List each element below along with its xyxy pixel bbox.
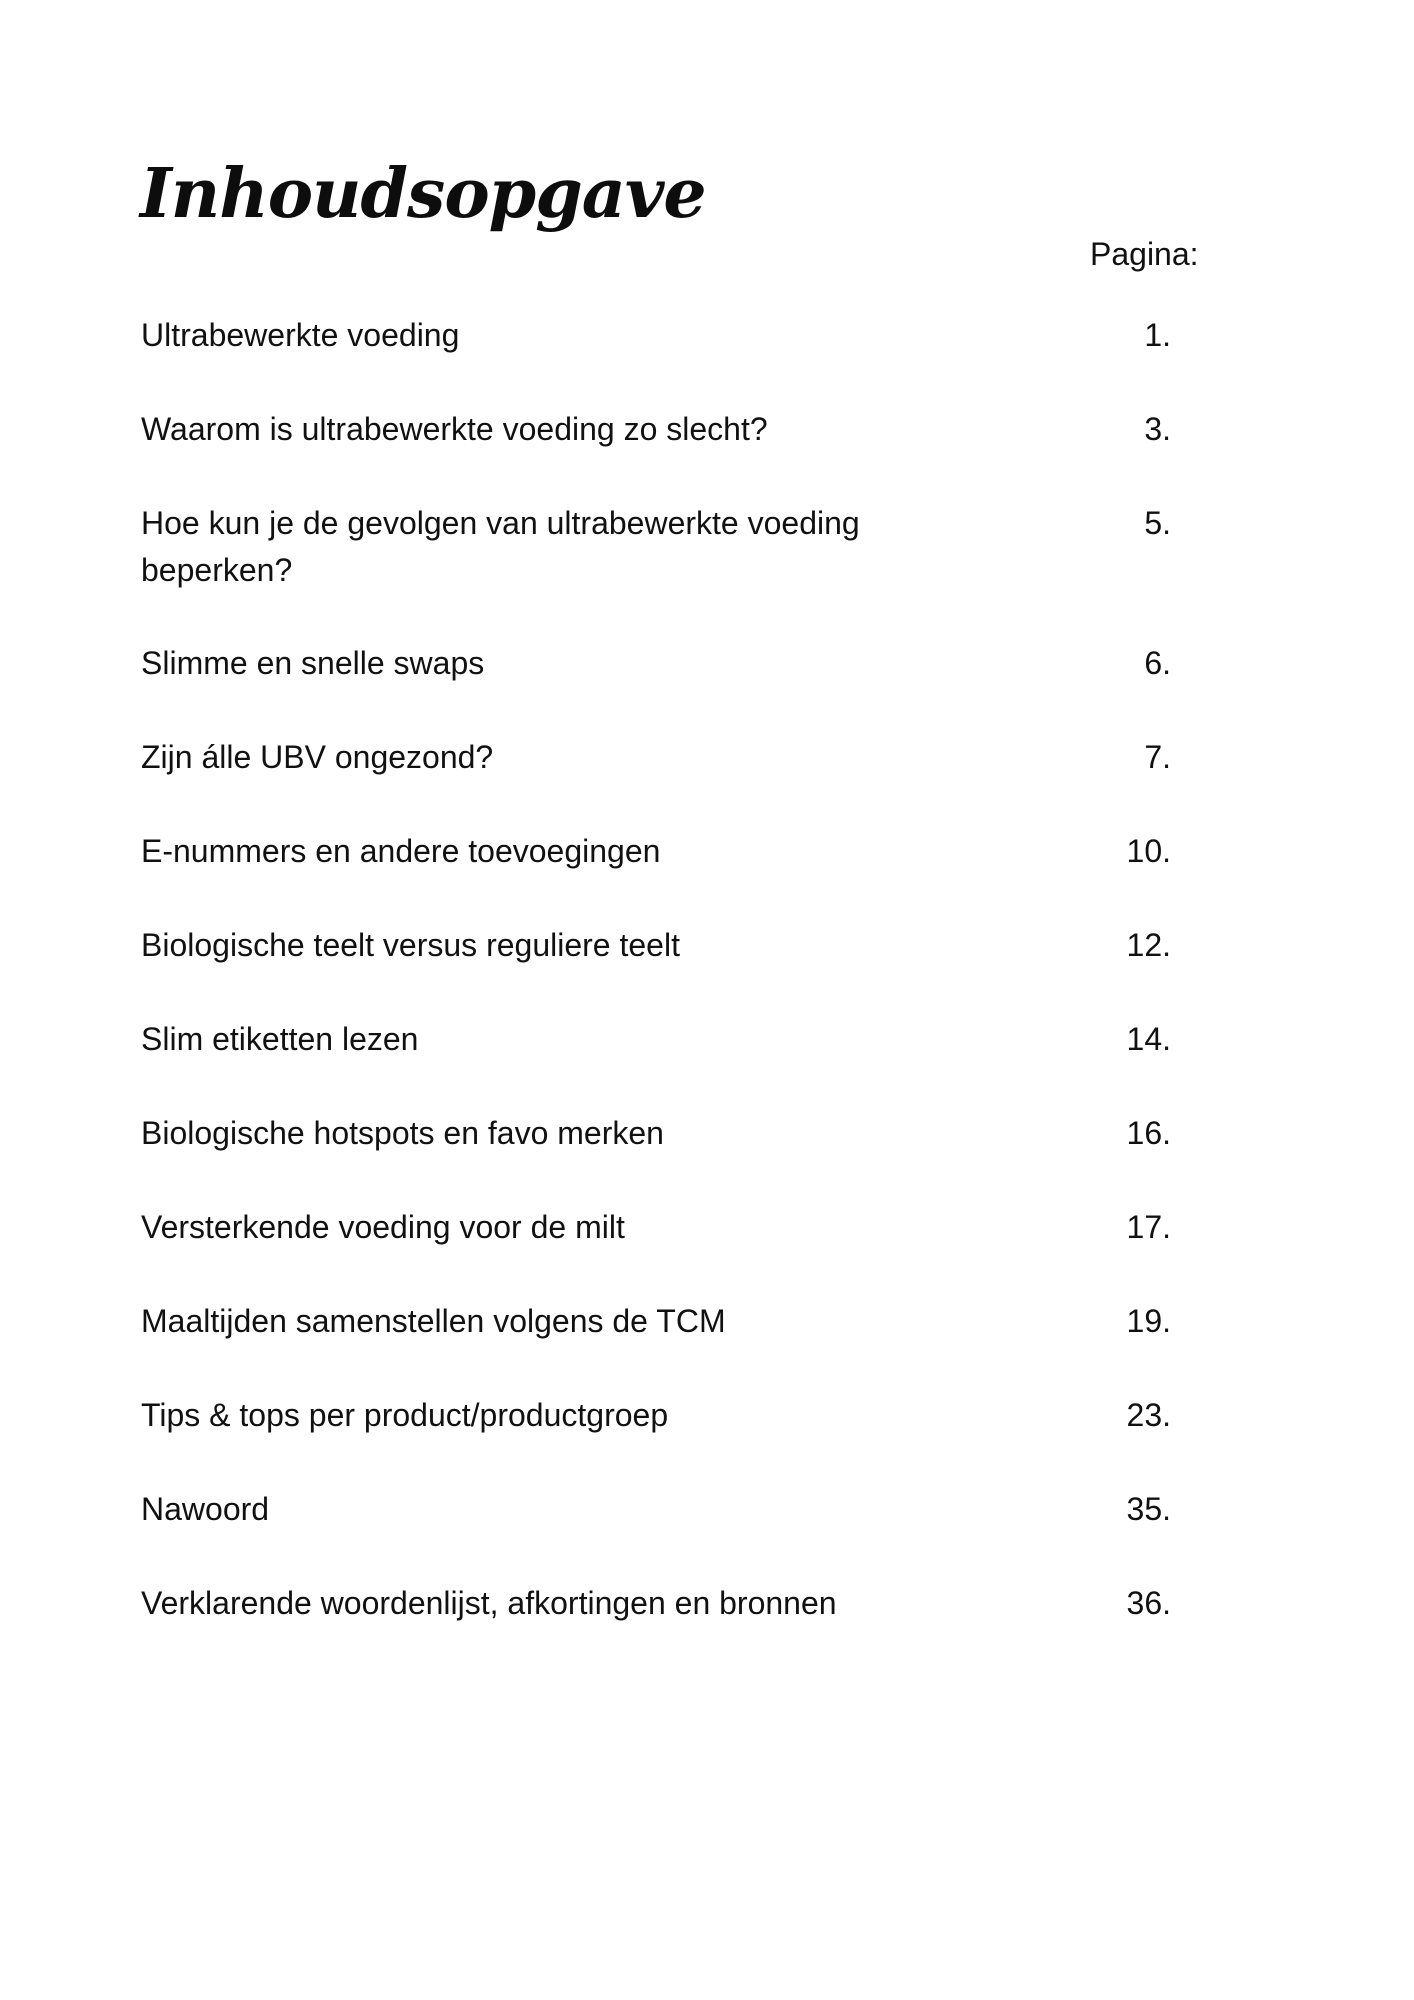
toc-entry — [141, 1110, 1171, 1158]
toc-entry — [141, 312, 1171, 360]
toc-entry-page: 12. — [1126, 927, 1171, 963]
toc-entry-title: Biologische hotspots en favo merken — [141, 1115, 664, 1151]
toc-entry-page: 35. — [1126, 1491, 1171, 1527]
toc-entry — [141, 1204, 1171, 1252]
toc-entry-page: 6. — [1144, 645, 1171, 681]
toc-entry — [141, 406, 1171, 454]
page-column-header: Pagina: — [1090, 236, 1199, 272]
toc-entry-page: 16. — [1126, 1115, 1171, 1151]
toc-entry-page: 14. — [1126, 1021, 1171, 1057]
toc-entry — [141, 1016, 1171, 1064]
toc-entry — [141, 640, 1171, 688]
toc-entry-page: 3. — [1144, 411, 1171, 447]
toc-entry-page: 10. — [1126, 833, 1171, 869]
page-title: Inhoudsopgave — [140, 153, 706, 234]
toc-entry-page: 17. — [1126, 1209, 1171, 1245]
toc-entry-title: Biologische teelt versus reguliere teelt — [141, 927, 680, 963]
toc-entry-page: 7. — [1144, 739, 1171, 775]
toc-entry-title: Maaltijden samenstellen volgens de TCM — [141, 1303, 726, 1339]
toc-entry — [141, 828, 1171, 876]
toc-entry — [141, 500, 1171, 594]
toc-entry — [141, 1298, 1171, 1346]
toc-entry-page: 23. — [1126, 1397, 1171, 1433]
toc-entry — [141, 922, 1171, 970]
toc-entry-title: Waarom is ultrabewerkte voeding zo slecht? — [141, 411, 768, 447]
toc-entry — [141, 734, 1171, 782]
toc-entry-title: Ultrabewerkte voeding — [141, 317, 460, 353]
toc-entry-title: Zijn álle UBV ongezond? — [141, 739, 494, 775]
toc-entry-title: Verklarende woordenlijst, afkortingen en bronnen — [141, 1585, 837, 1621]
toc-entry-page: 19. — [1126, 1303, 1171, 1339]
toc-entry-page: 1. — [1144, 317, 1171, 353]
toc-entry-title: E-nummers en andere toevoegingen — [141, 833, 661, 869]
toc-entry-title: Slim etiketten lezen — [141, 1021, 419, 1057]
toc-entry — [141, 1392, 1171, 1440]
toc-entry-title: Slimme en snelle swaps — [141, 645, 485, 681]
toc-entry-page: 5. — [1144, 505, 1171, 541]
toc-entry-page: 36. — [1126, 1585, 1171, 1621]
toc-entry-title: Nawoord — [141, 1491, 270, 1527]
toc-entry-title: Tips & tops per product/productgroep — [141, 1397, 669, 1433]
toc-entry-title: Hoe kun je de gevolgen van ultrabewerkte voeding beperken? — [141, 505, 860, 588]
toc-entry — [141, 1580, 1171, 1628]
toc-entry-title: Versterkende voeding voor de milt — [141, 1209, 625, 1245]
table-of-contents — [141, 312, 1171, 1674]
toc-entry — [141, 1486, 1171, 1534]
